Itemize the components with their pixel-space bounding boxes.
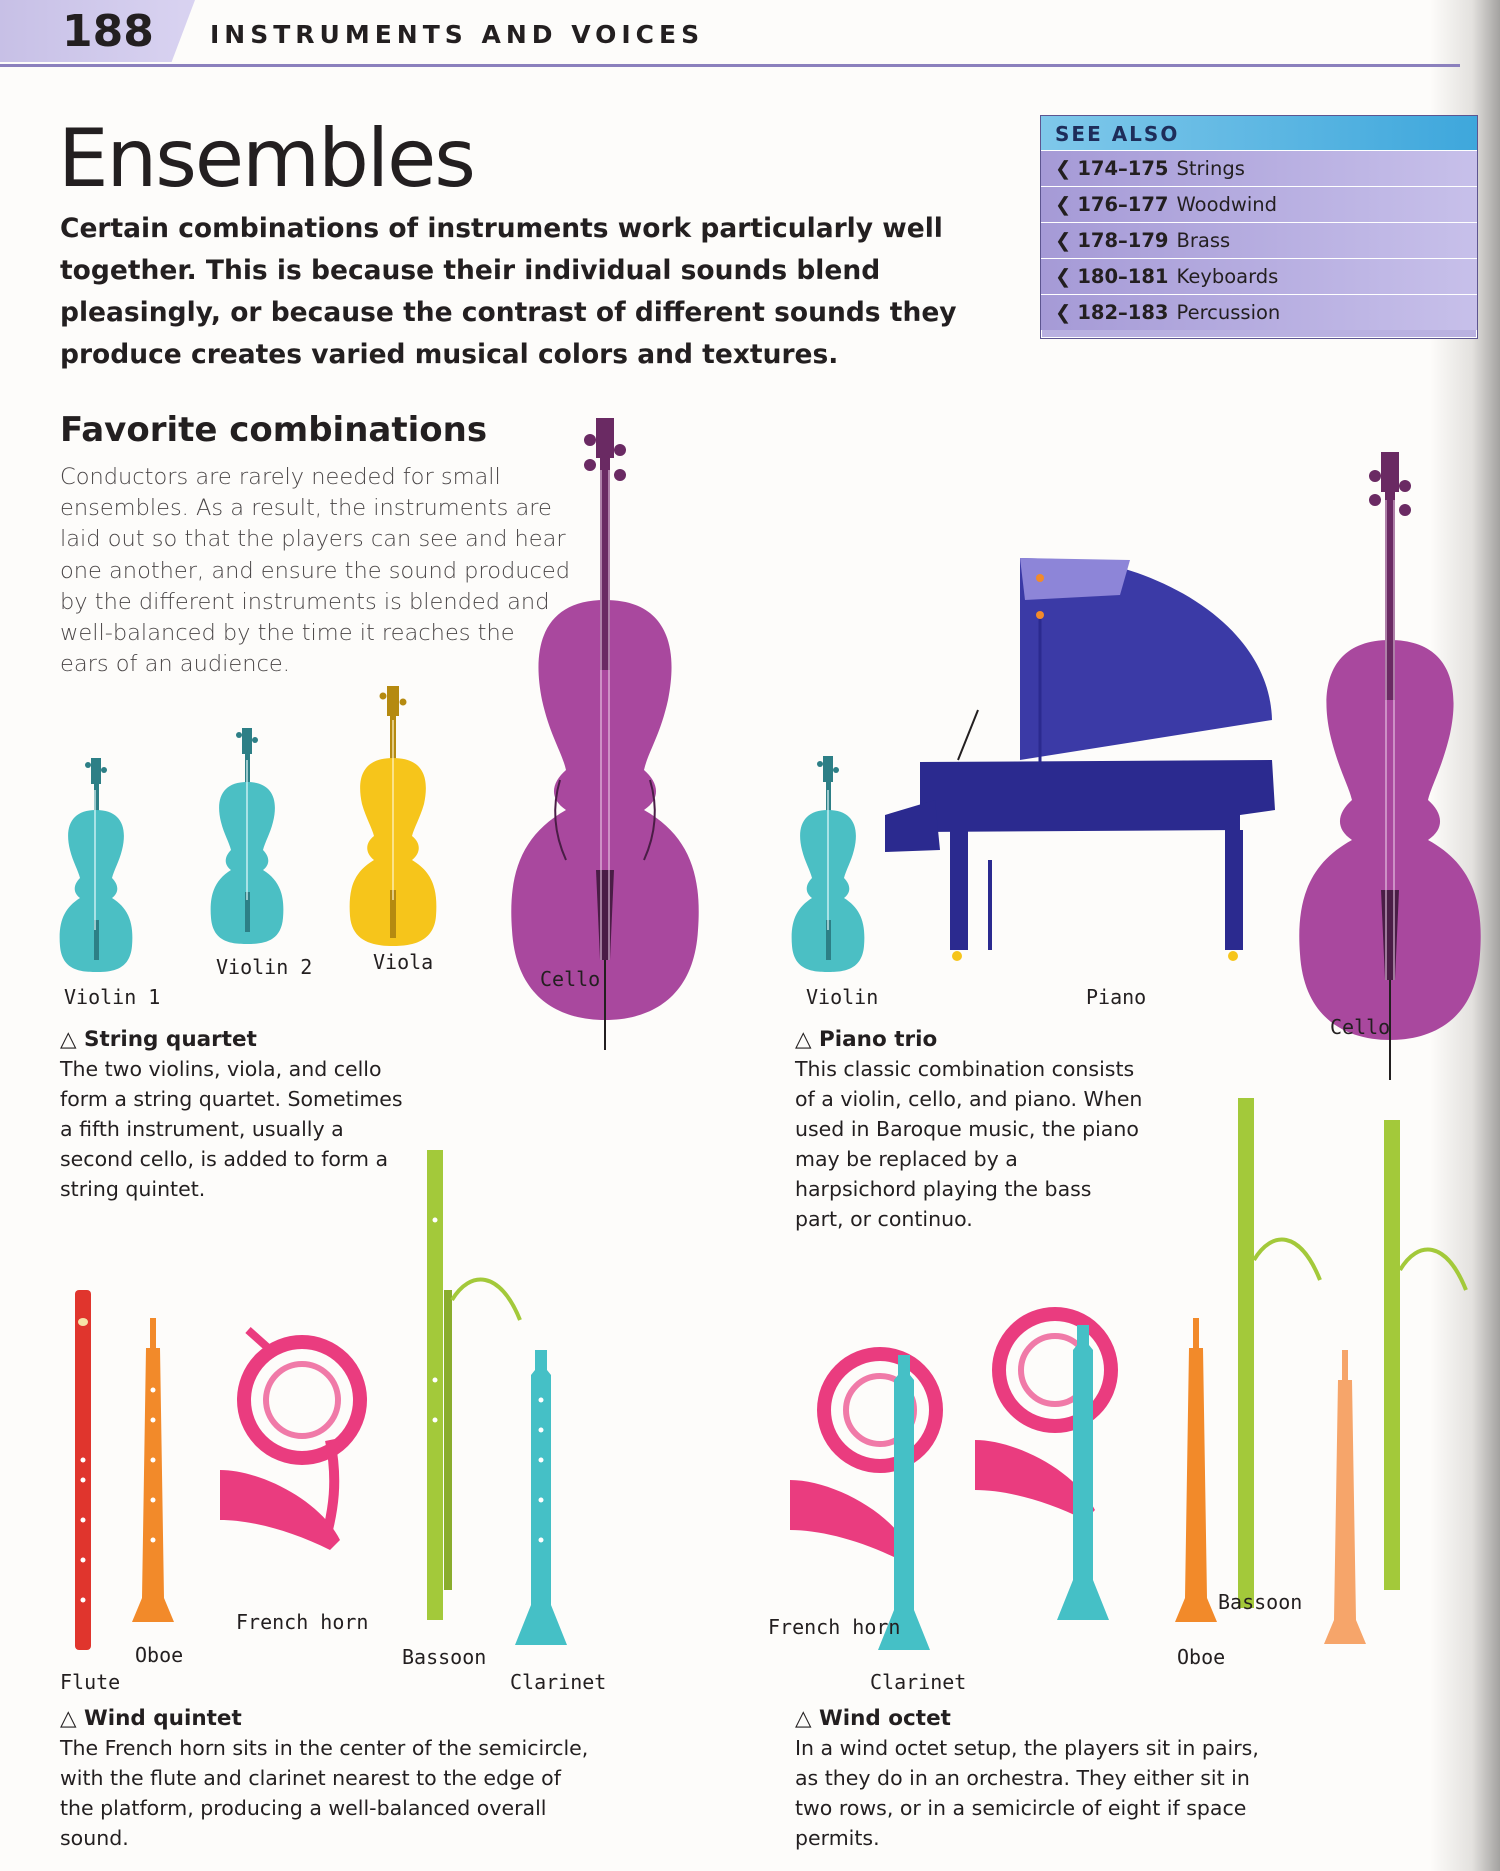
cello-illustration [1299, 452, 1480, 1080]
see-also-pages: 180–181 [1077, 265, 1169, 288]
clarinet-illustration [1057, 1325, 1109, 1620]
label-french-horn: French horn [768, 1615, 901, 1639]
violin-2-illustration [211, 728, 284, 944]
label-oboe: Oboe [1177, 1645, 1226, 1669]
bassoon-illustration [1384, 1120, 1466, 1590]
caption-title-wind-octet: △ Wind octet [795, 1706, 951, 1731]
section-body: Conductors are rarely needed for small ensembles. As a result, the instruments are laid out so that the players can see and hear one another, and ensure the sound produced by the different instruments is blended and well-balanced by the time it reaches the ears of an audience. [60, 464, 570, 678]
oboe-illustration [1175, 1318, 1217, 1622]
see-also-topic: Strings [1176, 157, 1245, 180]
grand-piano-illustration [885, 558, 1275, 961]
label-viola: Viola [373, 950, 434, 974]
label-bassoon: Bassoon [1218, 1590, 1303, 1614]
see-also-pages: 182–183 [1077, 301, 1169, 324]
label-violin-1: Violin 1 [64, 985, 161, 1009]
section-heading: Favorite combinations [60, 410, 488, 450]
chevron-left-icon: ❮ [1055, 301, 1072, 324]
cello-illustration [511, 418, 698, 1050]
oboe-illustration [1324, 1350, 1366, 1644]
label-clarinet: Clarinet [510, 1670, 607, 1694]
flute-illustration [75, 1290, 91, 1650]
see-also-topic: Woodwind [1176, 193, 1277, 216]
chevron-left-icon: ❮ [1055, 265, 1072, 288]
label-oboe: Oboe [135, 1643, 184, 1667]
french-horn-illustration [790, 1354, 936, 1560]
label-french-horn: French horn [236, 1610, 369, 1634]
label-flute: Flute [60, 1670, 121, 1694]
page-title: Ensembles [58, 112, 474, 205]
clarinet-illustration [878, 1355, 930, 1650]
caption-title-string-quartet: △ String quartet [60, 1027, 257, 1052]
bassoon-illustration [427, 1150, 520, 1620]
label-clarinet: Clarinet [870, 1670, 967, 1694]
caption-body-wind-quintet: The French horn sits in the center of the semicircle, with the flute and clarinet nearest to the edge of the platform, producing a well-balanced overall sound. [60, 1736, 589, 1850]
label-violin: Violin [806, 985, 879, 1009]
caption-body-string-quartet: The two violins, viola, and cello form a string quartet. Sometimes a fifth instrument, usually a second cello, is added to form a string quintet. [60, 1057, 403, 1201]
running-head: INSTRUMENTS AND VOICES [210, 20, 705, 49]
chevron-left-icon: ❮ [1055, 193, 1072, 216]
see-also-pages: 174–175 [1077, 157, 1169, 180]
see-also-pages: 178–179 [1077, 229, 1169, 252]
viola-illustration [350, 686, 437, 946]
french-horn-illustration [220, 1330, 360, 1550]
chevron-left-icon: ❮ [1055, 157, 1072, 180]
bassoon-illustration [1238, 1098, 1320, 1608]
caption-body-piano-trio: This classic combination consists of a violin, cello, and piano. When used in Baroque music, the piano may be replaced by a harpsichord playing the bass part, or continuo. [795, 1057, 1143, 1231]
see-also-pages: 176–177 [1077, 193, 1169, 216]
see-also-heading: SEE ALSO [1041, 116, 1477, 150]
caption-title-wind-quintet: △ Wind quintet [60, 1706, 242, 1731]
oboe-illustration [132, 1318, 174, 1622]
clarinet-illustration [515, 1350, 567, 1645]
see-also-topic: Percussion [1176, 301, 1281, 324]
label-cello: Cello [1330, 1015, 1391, 1039]
violin-illustration [792, 756, 865, 972]
see-also-topic: Brass [1176, 229, 1231, 252]
caption-title-piano-trio: △ Piano trio [795, 1027, 938, 1052]
page-number: 188 [62, 6, 154, 57]
see-also-topic: Keyboards [1176, 265, 1279, 288]
label-piano: Piano [1086, 985, 1147, 1009]
label-bassoon: Bassoon [402, 1645, 487, 1669]
chevron-left-icon: ❮ [1055, 229, 1072, 252]
label-cello: Cello [540, 967, 601, 991]
label-violin-2: Violin 2 [216, 955, 313, 979]
violin-1-illustration [60, 758, 133, 972]
intro-paragraph: Certain combinations of instruments work particularly well together. This is because their individual sounds blend pleasingly, or because the contrast of different sounds they produce creates varied musical colors and textures. [60, 213, 957, 370]
caption-body-wind-octet: In a wind octet setup, the players sit in pairs, as they do in an orchestra. They either sit in two rows, or in a semicircle of eight if space permits. [795, 1736, 1259, 1850]
